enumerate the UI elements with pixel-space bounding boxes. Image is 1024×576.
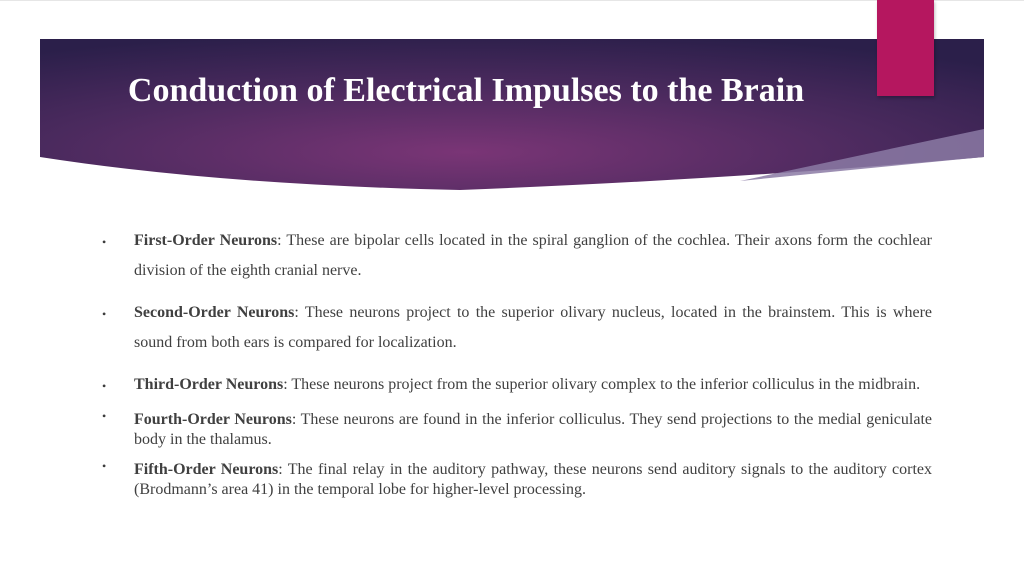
item-text: : These are bipolar cells located in the spiral ganglion of the cochlea. Their axons form the cochlear division of the eighth cranial nerve. [134,232,932,279]
bullet-dot-icon: • [102,459,107,473]
list-item [100,298,932,358]
item-text: : These neurons project to the superior olivary nucleus, located in the brainstem. This is where sound from both ears is compared for localization. [134,304,933,351]
item-text: : These neurons are found in the inferior colliculus. They send projections to the medial geniculate body in the thalamus. [134,411,932,448]
banner-shape [40,39,984,191]
title-banner [40,39,984,191]
item-label: Third-Order Neurons [134,376,284,393]
item-label: First-Order Neurons [134,232,278,249]
slide-title: Conduction of Electrical Impulses to the Brain [127,72,805,109]
bullet-list [100,226,932,510]
item-label: Fifth-Order Neurons [134,461,279,478]
list-item [100,226,932,286]
top-divider [0,0,1024,1]
list-item [100,370,932,400]
bullet-dot-icon: • [102,379,107,393]
list-item [100,410,932,450]
item-label: Second-Order Neurons [134,304,295,321]
accent-tab [877,0,934,96]
bullet-dot-icon: • [102,307,107,321]
item-text: : The final relay in the auditory pathway, these neurons send auditory signals to the auditory cortex (Brodmann’s area 41) in the temporal lobe for higher-level processing. [134,461,933,498]
bullet-dot-icon: • [102,235,107,249]
bullet-dot-icon: • [102,409,107,423]
item-label: Fourth-Order Neurons [134,411,292,428]
item-text: : These neurons project from the superior olivary complex to the inferior colliculus in the midbrain. [283,376,921,393]
list-item [100,460,932,500]
